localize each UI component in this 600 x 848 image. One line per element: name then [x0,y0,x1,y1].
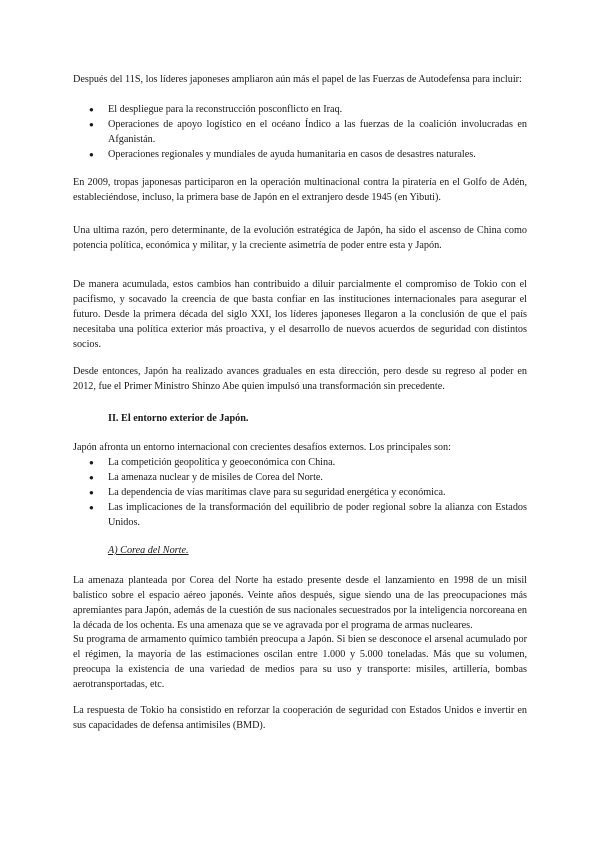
bullet-icon: ● [89,503,94,512]
bullet-icon: ● [89,473,94,482]
list-item: ● Operaciones regionales y mundiales de ayuda humanitaria en casos de desastres naturales. [89,149,476,160]
list-item: ● La competición geopolítica y geoeconómica con China. [89,457,336,468]
paragraph-chemical-weapons: Su programa de armamento químico también preocupa a Japón. Si bien se desconoce el arsenal acumulado por el régimen, la mayoría de las estimaciones oscilan entre 1.000 y 5.000 toneladas. Más que su volumen, preocupa la existencia de una variedad de medios para su uso y transporte: misiles, artillería, bombas aerotransportadas, etc. [73,634,527,690]
paragraph-cumulative-changes: De manera acumulada, estos cambios han contribuido a diluir parcialmente el compromiso de Tokio con el pacifismo, y socavado la creencia de que basta confiar en las instituciones internacionales para asegurar el futuro. Desde la primera década del siglo XXI, los líderes japoneses llegaron a la conclusión de que el país necesitaba una política exterior más proactiva, y el desarrollo de nuevos acuerdos de seguridad con distintos socios. [73,279,527,350]
paragraph-11s-intro: Después del 11S, los líderes japoneses ampliaron aún más el papel de las Fuerzas de Autodefensa para incluir: [73,74,522,85]
paragraph-north-korea-threat: La amenaza planteada por Corea del Norte ha estado presente desde el lanzamiento en 1998 de un misil balístico sobre el espacio aéreo japonés. Veinte años después, sigue siendo una de las preocupaciones más apremiantes para Japón, además de la cuestión de sus nacionales secuestrados por la inteligencia norcoreana en la década de los ochenta. Es una amenaza que se ve agravada por el programa de armas nucleares. [73,575,527,631]
paragraph-abe-transformation: Desde entonces, Japón ha realizado avances graduales en esta dirección, pero desde su regreso al poder en 2012, fue el Primer Ministro Shinzo Abe quien impulsó una transformación sin precedente. [73,366,527,392]
bullet-icon: ● [89,458,94,467]
list-item: ● Operaciones de apoyo logístico en el océano Índico a las fuerzas de la coalición involucradas en Afganistán. [89,119,527,145]
paragraph-china-rise: Una ultima razón, pero determinante, de la evolución estratégica de Japón, ha sido el ascenso de China como potencia política, económica y militar, y la creciente asimetría de poder entre esta y Japón. [73,225,527,251]
bullet-icon: ● [89,105,94,114]
list-sdf-roles [73,102,527,162]
subsection-heading: A) Corea del Norte. [108,545,189,556]
paragraph-tokyo-response: La respuesta de Tokio ha consistido en reforzar la cooperación de seguridad con Estados Unidos e invertir en sus capacidades de defensa antimisiles (BMD). [73,705,527,731]
paragraph-challenges-intro: Japón afronta un entorno internacional con crecientes desafíos externos. Los principales son: [73,442,451,453]
list-item: ● El despliegue para la reconstrucción posconflicto en Iraq. [89,104,343,115]
bullet-icon: ● [89,150,94,159]
paragraph-2009-piracy: En 2009, tropas japonesas participaron en la operación multinacional contra la piratería en el Golfo de Adén, estableciéndose, incluso, la primera base de Japón en el extranjero desde 1945 (en Yibuti). [73,177,527,203]
list-item: ● La amenaza nuclear y de misiles de Corea del Norte. [89,472,323,483]
bullet-icon: ● [89,488,94,497]
section-heading: II. El entorno exterior de Japón. [108,413,249,424]
list-item: ● La dependencia de vías marítimas clave para su seguridad energética y económica. [89,487,446,498]
list-challenges [73,455,527,530]
list-item: ● Las implicaciones de la transformación del equilibrio de poder regional sobre la alianza con Estados Unidos. [89,502,527,528]
bullet-icon: ● [89,120,94,129]
